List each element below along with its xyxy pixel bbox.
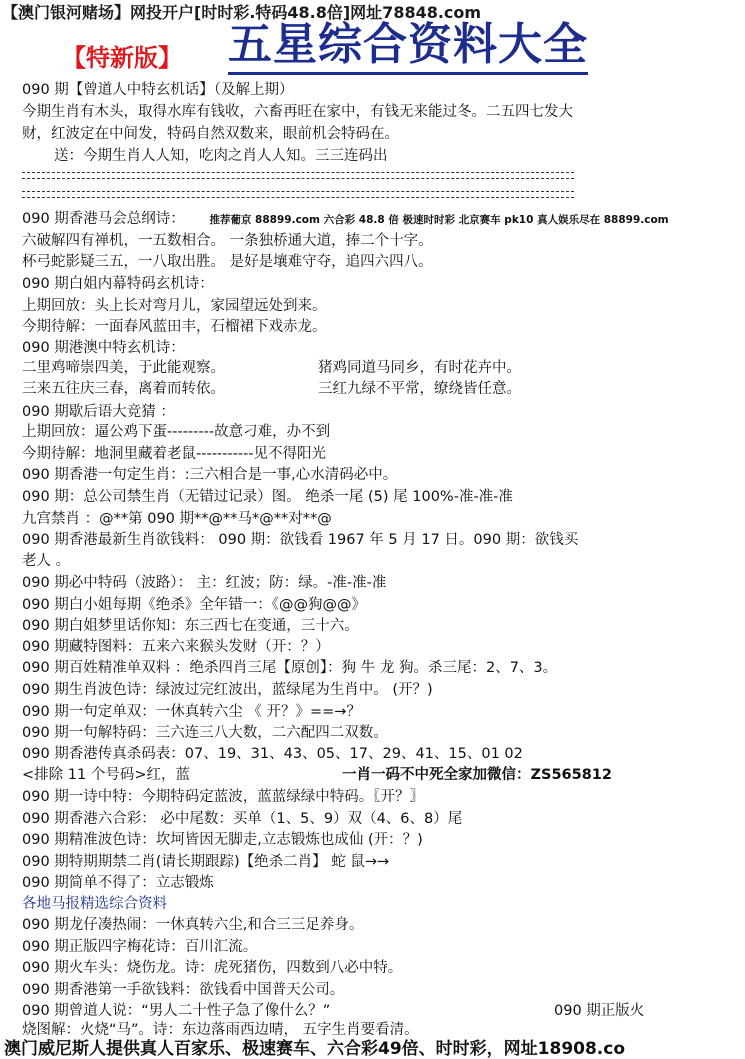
line-ban-two: 090 期特期期禁二肖(请长期跟踪)【绝杀二肖】 蛇 鼠→→ — [22, 854, 390, 870]
line-dragon-kid: 090 期龙仔凑热闹：一休真转六尘,和合三三足养身。 — [22, 917, 364, 933]
line-fire-chart: 烧图解：火烧“马”。诗：东边落雨西边晴， 五字生肖要看清。 — [22, 1022, 419, 1038]
divider — [22, 178, 574, 179]
line-hk-poem-1: 六破解四有禅机，一五数相合。 一条独桥通大道，捧二个十字。 — [22, 233, 433, 249]
line-fire-label: 090 期正版火 — [554, 1003, 645, 1019]
line-gangao-2 — [22, 379, 521, 399]
line-zodiac-wave: 090 期生肖波色诗：绿波过完红波出，蓝绿尾为生肖中。 (开？) — [22, 682, 433, 698]
line-hk-mark-six: 090 期香港六合彩： 必中尾数：买单（1、5、9）双（4、6、8）尾 — [22, 811, 463, 827]
line-one-sentence-code: 090 期一句解特码：三六连三八大数，二六配四二双数。 — [22, 725, 388, 741]
line-riddle-prev: 上期回放：逼公鸡下蛋---------故意刁难，办不到 — [22, 424, 331, 440]
wechat-promo[interactable]: 一肖一码不中死全家加微信：ZS565812 — [342, 767, 612, 783]
line-gangao-1b: 猪鸡同道马同乡，有时花卉中。 — [318, 360, 521, 376]
line-riddle-now: 今期待解：地洞里藏着老鼠-----------见不得阳光 — [22, 446, 327, 462]
line-exclude — [22, 765, 612, 785]
line-gangao-2a: 三来五往庆三春，离着而转依。 — [22, 381, 225, 397]
line-tao-title: 090 期【曾道人中特玄机话】（及解上期） — [22, 82, 294, 98]
line-nine-palace: 九宫禁肖 ：@**第 090 期**@**马*@**对**@ — [22, 511, 332, 527]
line-baixiaojie: 090 期白小姐每期《绝杀》全年错一：《@@狗@@》 — [22, 597, 367, 613]
line-hk-one-sentence: 090 期香港一句定生肖：:三六相合是一事,心水清码必中。 — [22, 467, 398, 483]
top-ad-banner[interactable]: 【澳门银河赌场】网投开户[时时彩.特码48.8倍]网址78848.com — [2, 3, 482, 22]
line-gangao-1 — [22, 358, 521, 378]
line-gangao-2b: 三红九绿不平常，缭绕皆任意。 — [318, 381, 521, 397]
line-riddle-title: 090 期歇后语大竞猜 ： — [22, 404, 175, 420]
line-exclude-text: <排除 11 个号码>红，蓝 — [22, 767, 190, 783]
line-gangao-title: 090 期港澳中特玄机诗： — [22, 340, 185, 356]
line-hk-money-2: 老人 。 — [22, 553, 71, 569]
line-odd-even: 090 期一句定单双：一休真转六尘 《 开？》==→？ — [22, 704, 361, 720]
bottom-ad-banner[interactable]: 澳门威尼斯人提供真人百家乐、极速赛车、六合彩49倍、时时彩，网址18908.co — [4, 1039, 626, 1059]
line-hidden-chart: 090 期藏特图料：五来六来猴头发财（开：？） — [22, 639, 330, 655]
line-company-ban: 090 期：总公司禁生肖（无错过记录）图。 绝杀一尾 (5) 尾 100%-准-准-准 — [22, 489, 513, 505]
line-plum-poem: 090 期正版四字梅花诗：百川汇流。 — [22, 939, 258, 955]
line-baijie-title: 090 期白姐内幕特码玄机诗： — [22, 276, 214, 292]
line-gangao-1a: 二里鸡啼崇四美，于此能观察。 — [22, 360, 225, 376]
page-title: 五星综合资料大全 — [228, 18, 588, 75]
line-tao-said — [22, 1001, 645, 1021]
divider — [22, 197, 574, 198]
line-hk-fax: 090 期香港传真杀码表：07、19、31、43、05、17、29、41、15、01 02 — [22, 746, 523, 762]
section-heading: 各地马报精选综合资料 — [22, 896, 167, 912]
divider — [22, 191, 574, 192]
line-baijie-dream: 090 期白姐梦里话你知：东三西七在变通，三十六。 — [22, 618, 359, 634]
line-baijie-now: 今期待解：一面春风蓝田丰，石榴裙下戏赤龙。 — [22, 319, 327, 335]
promo-text[interactable]: 推荐葡京 88899.com 六合彩 48.8 倍 极速时时彩 北京赛车 pk10 真人娱乐尽在 88899.com — [209, 214, 669, 226]
line-train: 090 期火车头：烧伤龙。诗：虎死猪伤，四数到八必中特。 — [22, 960, 403, 976]
line-tao-said-text: 090 期曾道人说：“男人二十性子急了像什么？” — [22, 1003, 331, 1019]
line-hk-poem-2: 杯弓蛇影疑三五，一八取出胜。 是好是壤难守夺，追四六四八。 — [22, 254, 433, 270]
line-poem-2: 财，红波定在中间发，特码自然双数来，眼前机会特码在。 — [22, 126, 399, 142]
line-precise-wave: 090 期精准波色诗：坎坷皆因无脚走,立志锻炼也成仙 (开：？) — [22, 832, 423, 848]
line-baijie-prev: 上期回放：头上长对弯月儿，家园望远处到来。 — [22, 298, 327, 314]
line-hk-poem-label: 090 期香港马会总纲诗： — [22, 211, 185, 227]
divider — [22, 172, 574, 173]
line-gift: 送：今期生肖人人知，吃肉之肖人人知。三三连码出 — [54, 148, 388, 164]
line-simple: 090 期简单不得了：立志锻炼 — [22, 875, 214, 891]
line-poem-special: 090 期一诗中特：今期特码定蓝波，蓝蓝绿绿中特码。〖开？〗 — [22, 789, 425, 805]
line-hk-poem-title — [22, 209, 669, 230]
line-poem-1: 今期生肖有木头，取得水库有钱收，六畜再旺在家中，有钱无来能过冬。二五四七发大 — [22, 104, 573, 120]
line-baixing: 090 期百姓精准单双料 ：绝杀四肖三尾【原创】：狗 牛 龙 狗。杀三尾：2、7、3。 — [22, 660, 558, 676]
line-hk-money: 090 期香港最新生肖欲钱料： 090 期：欲钱看 1967 年 5 月 17 日。090 期：欲钱买 — [22, 532, 579, 548]
line-hk-first-hand: 090 期香港第一手欲钱料：欲钱看中国普天公司。 — [22, 982, 345, 998]
edition-tag: 【特新版】 — [62, 44, 182, 72]
line-wave: 090 期必中特码（波路）： 主：红波；防：绿。-准-准-准 — [22, 575, 387, 591]
